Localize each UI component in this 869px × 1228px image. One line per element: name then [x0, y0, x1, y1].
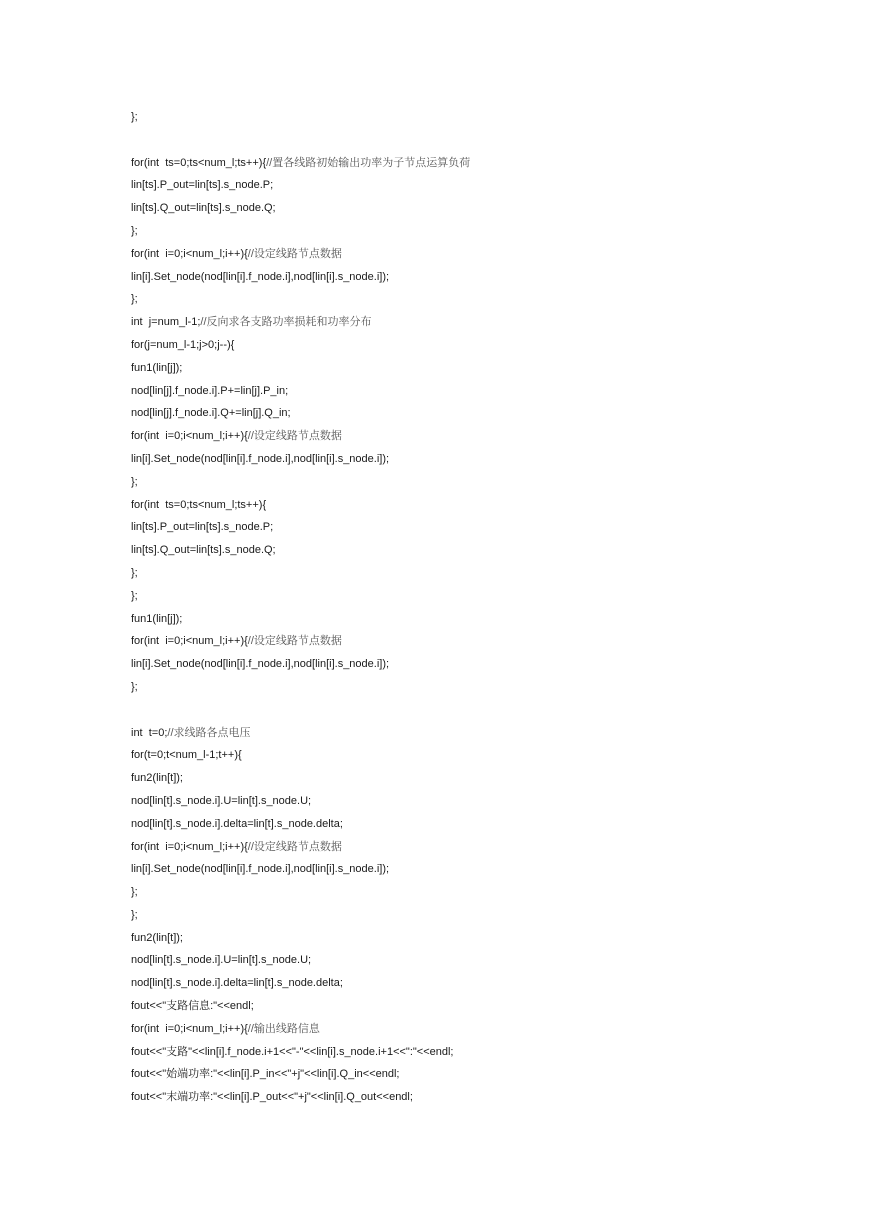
- code-line: [131, 1041, 831, 1064]
- code-text: for(j=num_l-1;j>0;j--){: [131, 338, 235, 351]
- code-line: [131, 334, 831, 357]
- code-text: lin[ts].Q_out=lin[ts].s_node.Q;: [131, 202, 276, 215]
- code-line: [131, 995, 831, 1018]
- code-text: nod[lin[j].f_node.i].P+=lin[j].P_in;: [131, 384, 289, 397]
- code-text: lin[i].Set_node(nod[lin[i].f_node.i],nod[lin[i].s_node.i]);: [131, 658, 390, 671]
- code-line: [131, 790, 831, 813]
- code-line: [131, 152, 831, 175]
- code-text: lin[ts].Q_out=lin[ts].s_node.Q;: [131, 544, 276, 557]
- code-text: };: [131, 886, 138, 899]
- code-line: [131, 288, 831, 311]
- code-line: [131, 106, 831, 129]
- code-comment: //设定线路节点数据: [247, 635, 342, 648]
- code-text: for(t=0;t<num_l-1;t++){: [131, 749, 242, 762]
- code-text: fout<<"支路"<<lin[i].f_node.i+1<<"-"<<lin[i].s_node.i+1<<":"<<endl;: [131, 1045, 454, 1058]
- code-text: fun1(lin[j]);: [131, 612, 183, 625]
- code-line: [131, 197, 831, 220]
- code-text: };: [131, 224, 138, 237]
- code-line: [131, 380, 831, 403]
- code-line: [131, 516, 831, 539]
- code-text: };: [131, 293, 138, 306]
- code-comment: //置各线路初始输出功率为子节点运算负荷: [266, 156, 471, 169]
- code-block: [131, 106, 831, 1109]
- code-line: [131, 471, 831, 494]
- code-text: };: [131, 475, 138, 488]
- code-line: [131, 129, 831, 152]
- code-line: [131, 494, 831, 517]
- code-text: };: [131, 680, 138, 693]
- code-text: for(int ts=0;ts<num_l;ts++){: [131, 156, 267, 169]
- code-line: [131, 676, 831, 699]
- code-text: fout<<"始端功率:"<<lin[i].P_in<<"+j"<<lin[i].Q_in<<endl;: [131, 1068, 400, 1081]
- code-text: };: [131, 589, 138, 602]
- code-line: [131, 744, 831, 767]
- code-line: [131, 608, 831, 631]
- code-text: lin[i].Set_node(nod[lin[i].f_node.i],nod[lin[i].s_node.i]);: [131, 270, 390, 283]
- code-line: [131, 266, 831, 289]
- code-line: [131, 357, 831, 380]
- code-line: [131, 927, 831, 950]
- code-text: nod[lin[j].f_node.i].Q+=lin[j].Q_in;: [131, 407, 291, 420]
- code-line: [131, 881, 831, 904]
- code-text: nod[lin[t].s_node.i].U=lin[t].s_node.U;: [131, 794, 312, 807]
- code-line: [131, 1086, 831, 1109]
- code-line: [131, 1063, 831, 1086]
- code-text: lin[ts].P_out=lin[ts].s_node.P;: [131, 179, 274, 192]
- code-text: for(int i=0;i<num_l;i++){: [131, 635, 248, 648]
- code-line: [131, 722, 831, 745]
- code-text: nod[lin[t].s_node.i].delta=lin[t].s_node.delta;: [131, 817, 343, 830]
- code-comment: //输出线路信息: [247, 1022, 320, 1035]
- code-comment: //求线路各点电压: [167, 726, 251, 739]
- code-text: nod[lin[t].s_node.i].U=lin[t].s_node.U;: [131, 954, 312, 967]
- code-text: fun1(lin[j]);: [131, 361, 183, 374]
- code-line: [131, 972, 831, 995]
- code-line: [131, 174, 831, 197]
- code-line: [131, 630, 831, 653]
- code-text: };: [131, 111, 138, 123]
- code-text: int j=num_l-1;: [131, 316, 201, 329]
- code-line: [131, 220, 831, 243]
- code-text: };: [131, 908, 138, 921]
- code-text: fun2(lin[t]);: [131, 772, 183, 785]
- code-line: [131, 813, 831, 836]
- code-text: lin[ts].P_out=lin[ts].s_node.P;: [131, 521, 274, 534]
- code-line: [131, 243, 831, 266]
- code-line: [131, 904, 831, 927]
- code-line: [131, 585, 831, 608]
- code-text: fout<<"末端功率:"<<lin[i].P_out<<"+j"<<lin[i].Q_out<<endl;: [131, 1091, 413, 1104]
- code-line: [131, 1018, 831, 1041]
- code-text: lin[i].Set_node(nod[lin[i].f_node.i],nod[lin[i].s_node.i]);: [131, 863, 390, 876]
- code-text: fout<<"支路信息:"<<endl;: [131, 1000, 254, 1013]
- code-text: for(int i=0;i<num_l;i++){: [131, 840, 248, 853]
- code-line: [131, 425, 831, 448]
- code-text: for(int ts=0;ts<num_l;ts++){: [131, 498, 267, 511]
- code-line: [131, 767, 831, 790]
- code-line: [131, 836, 831, 859]
- code-line: [131, 448, 831, 471]
- code-text: for(int i=0;i<num_l;i++){: [131, 430, 248, 443]
- code-line: [131, 699, 831, 722]
- code-text: int t=0;: [131, 726, 168, 739]
- code-text: for(int i=0;i<num_l;i++){: [131, 1022, 248, 1035]
- code-comment: //设定线路节点数据: [247, 430, 342, 443]
- code-line: [131, 402, 831, 425]
- code-line: [131, 949, 831, 972]
- code-text: for(int i=0;i<num_l;i++){: [131, 247, 248, 260]
- code-line: [131, 653, 831, 676]
- code-comment: //设定线路节点数据: [247, 840, 342, 853]
- code-text: lin[i].Set_node(nod[lin[i].f_node.i],nod[lin[i].s_node.i]);: [131, 452, 390, 465]
- code-text: fun2(lin[t]);: [131, 931, 183, 944]
- code-line: [131, 562, 831, 585]
- code-text: nod[lin[t].s_node.i].delta=lin[t].s_node.delta;: [131, 977, 343, 990]
- code-line: [131, 311, 831, 334]
- code-comment: //反向求各支路功率损耗和功率分布: [200, 316, 372, 329]
- code-comment: //设定线路节点数据: [247, 247, 342, 260]
- code-text: };: [131, 566, 138, 579]
- code-line: [131, 539, 831, 562]
- code-line: [131, 858, 831, 881]
